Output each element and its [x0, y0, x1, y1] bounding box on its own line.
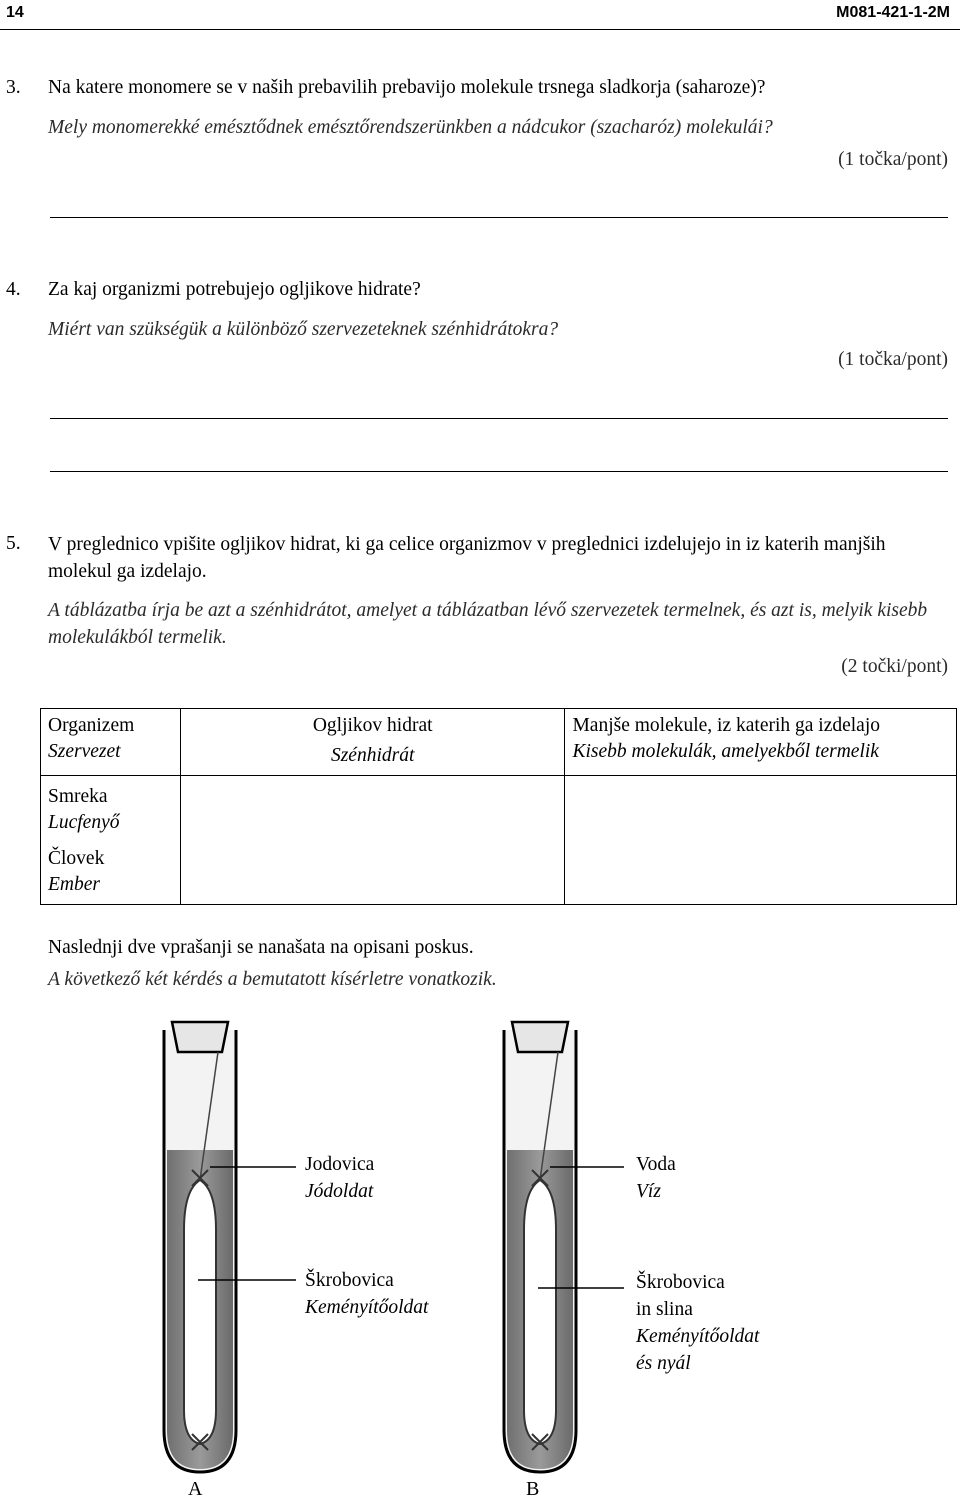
question-number: 5.: [6, 533, 21, 554]
label-hu: és nyál: [636, 1353, 691, 1374]
header-label-sl: Organizem: [48, 715, 135, 736]
points-label: (1 točka/pont): [838, 149, 948, 170]
dialysis-bag: [524, 1180, 556, 1444]
page-header: [0, 0, 960, 30]
label-tube-a-upper: [305, 1151, 374, 1205]
label-tube-a-lower: [305, 1267, 428, 1321]
dialysis-bag: [184, 1180, 216, 1444]
answer-line[interactable]: [50, 418, 948, 419]
header-label-hu: Szervezet: [48, 741, 121, 762]
header-label-sl: Manjše molekule, iz katerih ga izdelajo: [572, 715, 881, 736]
label-sl: Škrobovica: [636, 1272, 725, 1293]
tube-b-letter: B: [526, 1478, 540, 1500]
answer-cell-molecules[interactable]: [565, 776, 957, 905]
header-label-hu: Kisebb molekulák, amelyekből termelik: [572, 741, 879, 762]
test-tube-b: [504, 1022, 576, 1472]
question-text-sl: Za kaj organizmi potrebujejo ogljikove hidrate?: [48, 279, 421, 300]
answer-line[interactable]: [50, 217, 948, 218]
intro-text-sl: Naslednji dve vprašanji se nanašata na opisani poskus.: [48, 937, 474, 958]
label-hu: Víz: [636, 1181, 661, 1202]
stopper: [512, 1022, 568, 1052]
header-rule: [0, 29, 960, 30]
question-text-sl: Na katere monomere se v naših prebavilih prebavijo molekule trsnega sladkorja (saharoze)?: [48, 77, 766, 98]
test-tube-a: [164, 1022, 236, 1472]
label-sl: Voda: [636, 1154, 676, 1175]
row-cell-organism: [41, 776, 181, 841]
row-cell-organism: [41, 840, 181, 905]
stopper: [172, 1022, 228, 1052]
header-cell-molecules: [565, 709, 957, 776]
label-sl: Škrobovica: [305, 1270, 394, 1291]
label-tube-b-upper: [636, 1151, 676, 1205]
answer-line[interactable]: [50, 471, 948, 472]
question-text-hu: Miért van szükségük a különböző szervezeteknek szénhidrátokra?: [48, 319, 559, 340]
points-label: (2 točki/pont): [841, 656, 948, 677]
header-label-sl: Ogljikov hidrat: [312, 715, 433, 736]
exam-code: M081-421-1-2M: [836, 4, 950, 21]
label-hu: Keményítőoldat: [305, 1297, 429, 1318]
label-sl: Jodovica: [305, 1154, 375, 1175]
page-number: 14: [6, 4, 24, 21]
row-label-sl: Človek: [48, 848, 105, 869]
experiment-figure: [0, 1010, 960, 1500]
answer-table: [40, 708, 957, 905]
row-label-hu: Lucfenyő: [48, 812, 120, 833]
answer-cell-carbohydrate[interactable]: [180, 776, 565, 905]
table-row: [41, 776, 957, 841]
question-text-sl: V preglednico vpišite ogljikov hidrat, ki ga celice organizmov v preglednici izdelujejo in iz katerih manjših molekul ga izdelajo.: [48, 534, 886, 582]
row-label-sl: Smreka: [48, 786, 108, 807]
header-label-hu: Szénhidrát: [330, 745, 415, 766]
table-header-row: [41, 709, 957, 776]
question-text-hu: A táblázatba írja be azt a szénhidrátot, amelyet a táblázatban lévő szervezetek termelnek, és azt is, melyik kisebb molekulákból termelik.: [48, 600, 928, 648]
header-cell-carbohydrate: [180, 709, 565, 776]
points-label: (1 točka/pont): [838, 349, 948, 370]
question-text-hu: Mely monomerekké emésztődnek emésztőrendszerünkben a nádcukor (szacharóz) molekulái?: [48, 117, 773, 138]
intro-text-hu: A következő két kérdés a bemutatott kísérletre vonatkozik.: [48, 969, 497, 990]
label-hu: Jódoldat: [305, 1181, 374, 1202]
question-number: 3.: [6, 77, 21, 98]
label-tube-b-lower: [636, 1269, 759, 1377]
label-sl: in slina: [636, 1299, 693, 1320]
question-number: 4.: [6, 279, 21, 300]
header-cell-organism: [41, 709, 181, 776]
row-label-hu: Ember: [48, 874, 100, 895]
label-hu: Keményítőoldat: [636, 1326, 760, 1347]
tube-a-letter: A: [188, 1478, 203, 1500]
